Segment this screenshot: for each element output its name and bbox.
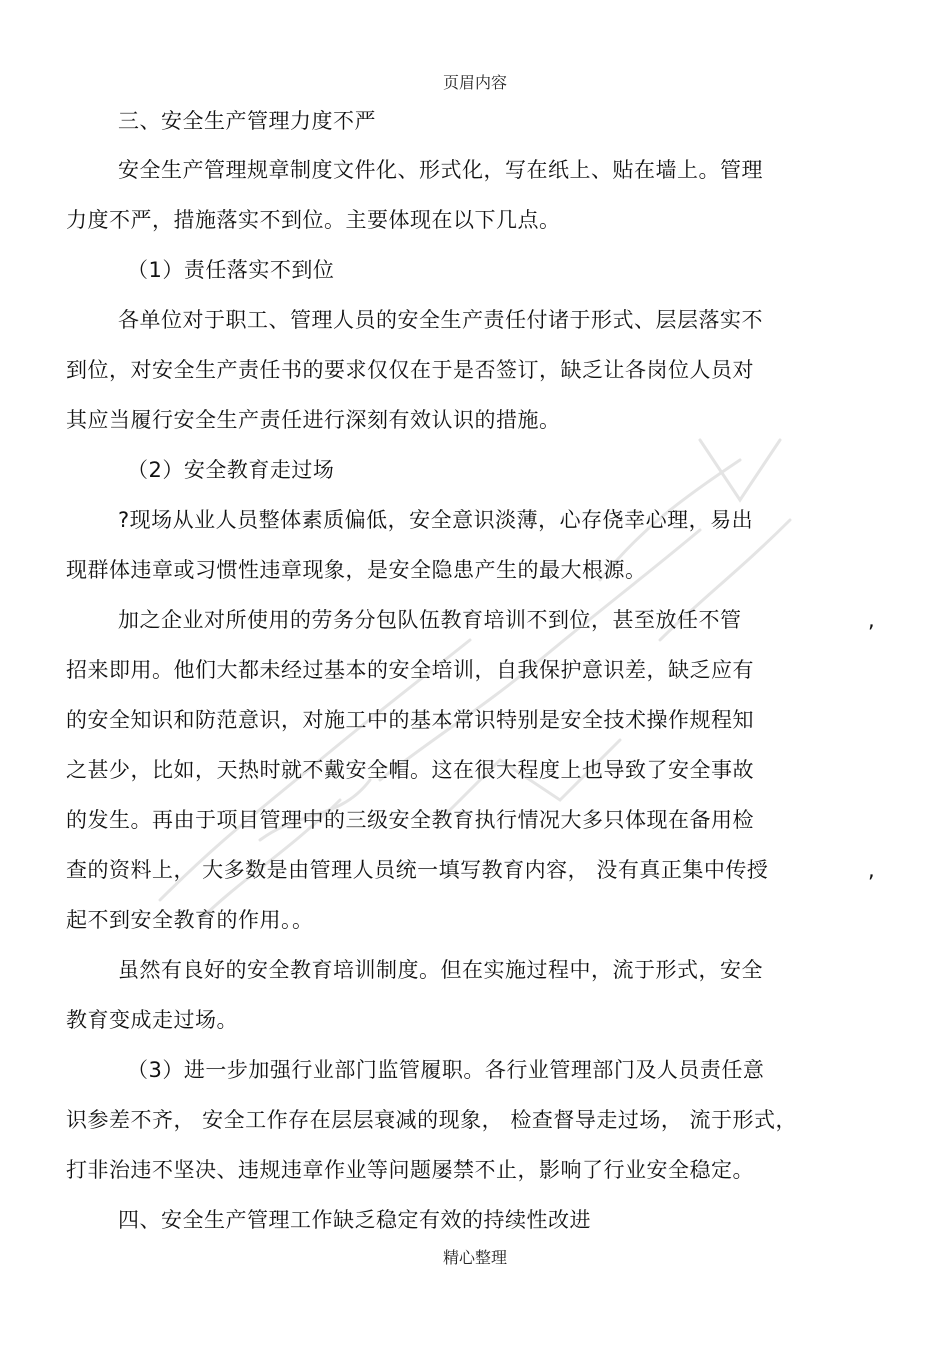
paragraph-line: 各单位对于职工、管理人员的安全生产责任付诸于形式、层层落实不 bbox=[118, 308, 763, 332]
paragraph-line: 招来即用。他们大都未经过基本的安全培训，自我保护意识差，缺乏应有 bbox=[66, 658, 754, 682]
section-heading-3: 三、安全生产管理力度不严 bbox=[118, 109, 376, 133]
section-heading-4: 四、安全生产管理工作缺乏稳定有效的持续性改进 bbox=[118, 1208, 591, 1232]
paragraph-line: 现群体违章或习惯性违章现象，是安全隐患产生的最大根源。 bbox=[66, 558, 647, 582]
paragraph-line: 识参差不齐， 安全工作存在层层衰减的现象， 检查督导走过场， 流于形式， bbox=[66, 1108, 798, 1132]
subheading-1: （1）责任落实不到位 bbox=[127, 258, 335, 282]
page-footer: 精心整理 bbox=[442, 1248, 507, 1267]
paragraph-line: 查的资料上， 大多数是由管理人员统一填写教育内容， 没有真正集中传授 bbox=[66, 858, 769, 882]
paragraph-line: 的发生。再由于项目管理中的三级安全教育执行情况大多只体现在备用检 bbox=[66, 808, 754, 832]
paragraph-line: 其应当履行安全生产责任进行深刻有效认识的措施。 bbox=[66, 408, 561, 432]
paragraph-line: 之甚少，比如，天热时就不戴安全帽。这在很大程度上也导致了安全事故 bbox=[66, 758, 754, 782]
paragraph-line: 起不到安全教育的作用。。 bbox=[66, 908, 314, 932]
paragraph-line: 的安全知识和防范意识，对施工中的基本常识特别是安全技术操作规程知 bbox=[66, 708, 754, 732]
trailing-comma: , bbox=[868, 858, 875, 882]
paragraph-line: 打非治违不坚决、违规违章作业等问题屡禁不止，影响了行业安全稳定。 bbox=[66, 1158, 754, 1182]
paragraph-line: 加之企业对所使用的劳务分包队伍教育培训不到位，甚至放任不管 bbox=[118, 608, 742, 632]
paragraph-line: 力度不严，措施落实不到位。主要体现在以下几点。 bbox=[66, 208, 561, 232]
paragraph-line: 到位，对安全生产责任书的要求仅仅在于是否签订，缺乏让各岗位人员对 bbox=[66, 358, 754, 382]
paragraph-line: 虽然有良好的安全教育培训制度。但在实施过程中，流于形式，安全 bbox=[118, 958, 763, 982]
trailing-comma: , bbox=[868, 608, 875, 632]
paragraph-line: 安全生产管理规章制度文件化、形式化，写在纸上、贴在墙上。管理 bbox=[118, 158, 763, 182]
subheading-2: （2）安全教育走过场 bbox=[127, 458, 335, 482]
page-header: 页眉内容 bbox=[442, 73, 507, 92]
subheading-3: （3）进一步加强行业部门监管履职。各行业管理部门及人员责任意 bbox=[127, 1058, 765, 1082]
paragraph-line: 教育变成走过场。 bbox=[66, 1008, 238, 1032]
paragraph-line: ?现场从业人员整体素质偏低，安全意识淡薄，心存侥幸心理，易出 bbox=[118, 508, 754, 532]
